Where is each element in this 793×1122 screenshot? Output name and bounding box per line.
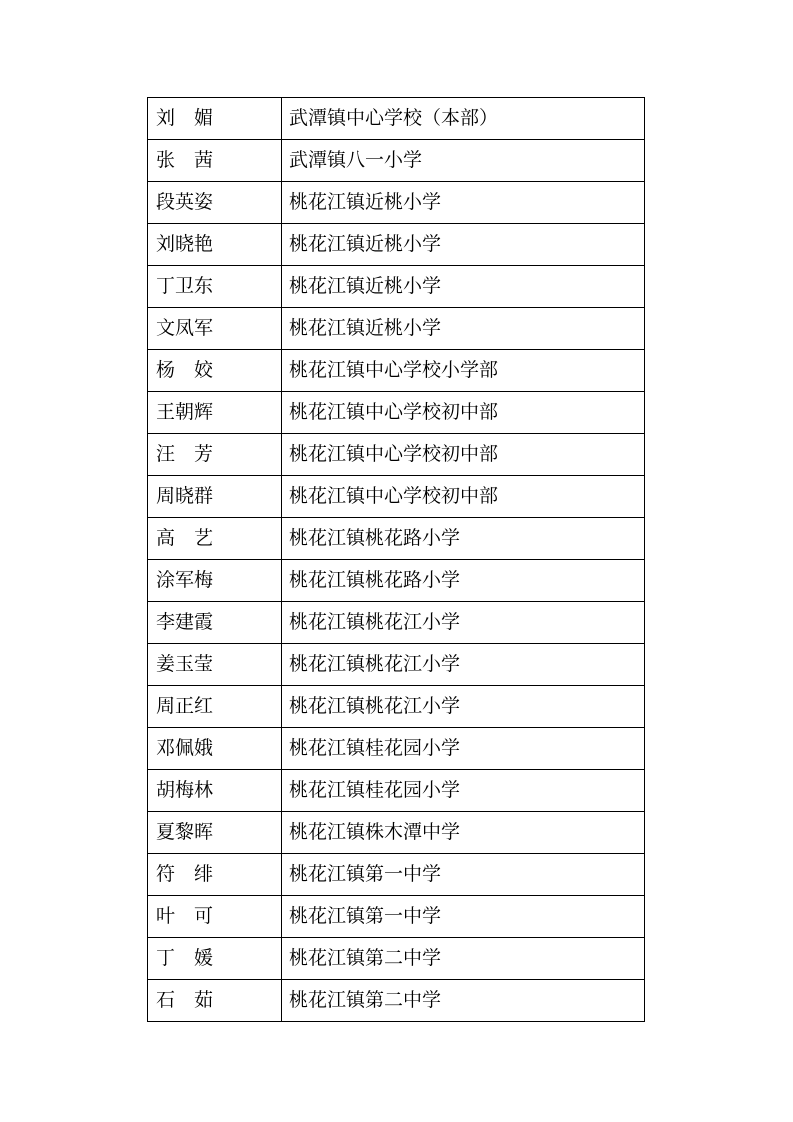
teacher-name-cell: 文凤军	[148, 308, 282, 350]
school-name-cell: 桃花江镇中心学校初中部	[282, 476, 645, 518]
teacher-name-cell: 叶 可	[148, 896, 282, 938]
school-name-cell: 桃花江镇近桃小学	[282, 266, 645, 308]
teacher-name-cell: 丁 媛	[148, 938, 282, 980]
school-name-cell: 桃花江镇桂花园小学	[282, 728, 645, 770]
school-name-cell: 桃花江镇桃花江小学	[282, 644, 645, 686]
teacher-name-cell: 张 茜	[148, 140, 282, 182]
school-name-cell: 武潭镇中心学校（本部）	[282, 98, 645, 140]
table-row	[148, 602, 645, 644]
teacher-name-cell: 刘晓艳	[148, 224, 282, 266]
roster-body	[148, 98, 645, 1022]
school-name-cell: 桃花江镇近桃小学	[282, 224, 645, 266]
table-row	[148, 476, 645, 518]
roster-table	[147, 97, 645, 1022]
table-row	[148, 770, 645, 812]
teacher-name-cell: 涂军梅	[148, 560, 282, 602]
school-name-cell: 桃花江镇株木潭中学	[282, 812, 645, 854]
school-name-cell: 桃花江镇桃花路小学	[282, 518, 645, 560]
teacher-name-cell: 杨 姣	[148, 350, 282, 392]
school-name-cell: 桃花江镇第一中学	[282, 896, 645, 938]
school-name-cell: 桃花江镇桃花江小学	[282, 602, 645, 644]
teacher-name-cell: 邓佩娥	[148, 728, 282, 770]
teacher-name-cell: 石 茹	[148, 980, 282, 1022]
table-row	[148, 518, 645, 560]
teacher-name-cell: 刘 媚	[148, 98, 282, 140]
teacher-name-cell: 丁卫东	[148, 266, 282, 308]
table-row	[148, 896, 645, 938]
table-row	[148, 266, 645, 308]
teacher-name-cell: 夏黎晖	[148, 812, 282, 854]
table-row	[148, 938, 645, 980]
table-row	[148, 560, 645, 602]
school-name-cell: 桃花江镇中心学校小学部	[282, 350, 645, 392]
school-name-cell: 桃花江镇桃花路小学	[282, 560, 645, 602]
school-name-cell: 桃花江镇近桃小学	[282, 308, 645, 350]
school-name-cell: 桃花江镇第二中学	[282, 980, 645, 1022]
table-row	[148, 308, 645, 350]
school-name-cell: 桃花江镇中心学校初中部	[282, 434, 645, 476]
school-name-cell: 武潭镇八一小学	[282, 140, 645, 182]
teacher-name-cell: 李建霞	[148, 602, 282, 644]
table-row	[148, 854, 645, 896]
table-row	[148, 434, 645, 476]
school-name-cell: 桃花江镇中心学校初中部	[282, 392, 645, 434]
table-row	[148, 140, 645, 182]
table-row	[148, 686, 645, 728]
teacher-name-cell: 胡梅林	[148, 770, 282, 812]
teacher-name-cell: 王朝辉	[148, 392, 282, 434]
teacher-name-cell: 周正红	[148, 686, 282, 728]
table-row	[148, 728, 645, 770]
teacher-name-cell: 高 艺	[148, 518, 282, 560]
teacher-name-cell: 周晓群	[148, 476, 282, 518]
table-row	[148, 224, 645, 266]
table-row	[148, 182, 645, 224]
table-row	[148, 98, 645, 140]
table-row	[148, 980, 645, 1022]
school-name-cell: 桃花江镇第二中学	[282, 938, 645, 980]
school-name-cell: 桃花江镇桃花江小学	[282, 686, 645, 728]
school-name-cell: 桃花江镇第一中学	[282, 854, 645, 896]
table-row	[148, 812, 645, 854]
teacher-name-cell: 段英姿	[148, 182, 282, 224]
table-row	[148, 392, 645, 434]
teacher-name-cell: 姜玉莹	[148, 644, 282, 686]
table-row	[148, 350, 645, 392]
school-name-cell: 桃花江镇近桃小学	[282, 182, 645, 224]
teacher-name-cell: 汪 芳	[148, 434, 282, 476]
school-name-cell: 桃花江镇桂花园小学	[282, 770, 645, 812]
table-row	[148, 644, 645, 686]
teacher-name-cell: 符 绯	[148, 854, 282, 896]
